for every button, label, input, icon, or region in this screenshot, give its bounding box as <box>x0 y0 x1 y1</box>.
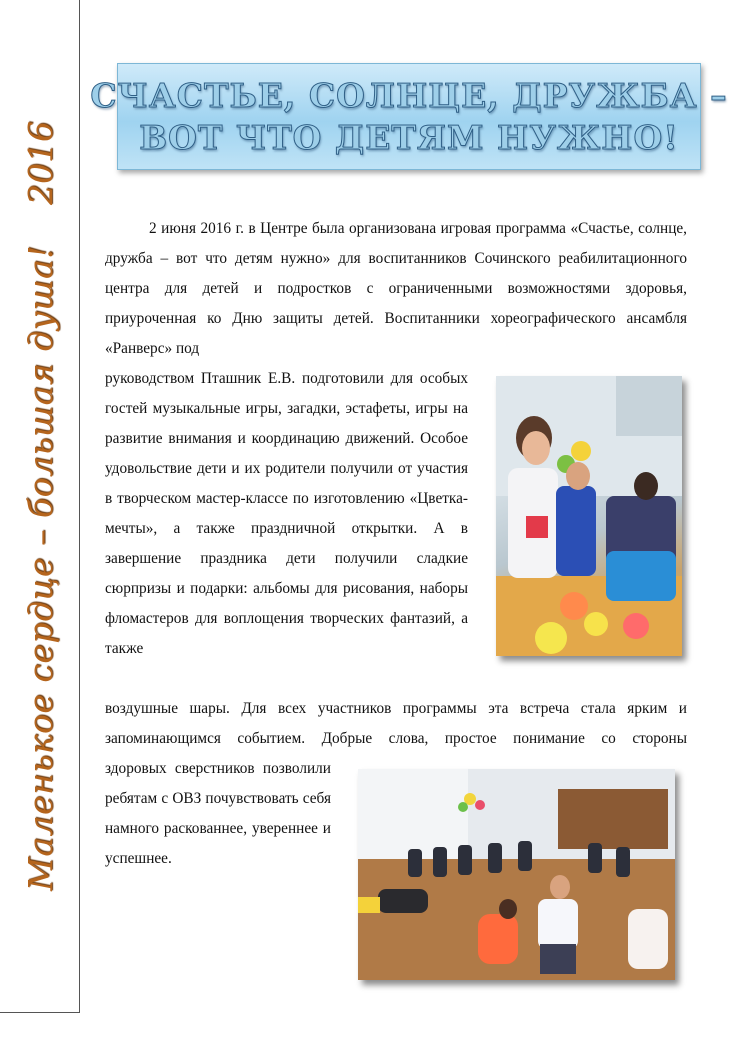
article-paragraph-2 <box>105 364 468 664</box>
article-paragraph-4 <box>105 754 331 874</box>
sidebar-slogan: Маленькое сердце – большая душа! <box>20 245 60 891</box>
title-banner <box>90 63 728 170</box>
article-text-1: 2 июня 2016 г. в Центре была организована игровая программа «Счастье, солнце, дружба – вот что детям нужно» для воспитанников Сочинского реабилитационного центра для детей и подростков с ограниченными возможностями здоровья, приуроченная ко Дню защиты детей. Воспитанники хореографического ансамбля «Ранверс» под <box>105 220 687 357</box>
sidebar <box>0 0 80 1013</box>
photo-craft-workshop <box>496 376 682 656</box>
article-text-3: воздушные шары. Для всех участников программы эта встреча стала ярким и запоминающимся событием. Добрые слова, простое понимание со стороны <box>105 700 687 747</box>
article-paragraph-1 <box>105 214 687 364</box>
sidebar-year: 2016 <box>20 121 60 206</box>
title-line-2: ВОТ ЧТО ДЕТЯМ НУЖНО! <box>139 117 679 157</box>
article-text-2: руководством Пташник Е.В. подготовили для особых гостей музыкальные игры, загадки, эстафеты, игры на развитие внимания и координацию движений. Особое удовольствие дети и их родители получили от участия в творческом мастер-классе по изготовлению «Цветка-мечты», а также праздничной открытки. А в завершение праздника дети получили сладкие сюрпризы и подарки: альбомы для рисования, наборы фломастеров для воплощения творческих фантазий, а также <box>105 370 468 657</box>
photo-craft-workshop-illustration <box>496 376 682 656</box>
article-text-4: здоровых сверстников позволили ребятам с ОВЗ почувствовать себя намного раскованнее, увереннее и успешнее. <box>105 760 331 867</box>
title-line-1: СЧАСТЬЕ, СОЛНЦЕ, ДРУЖБА – <box>90 75 728 115</box>
photo-hall-games <box>358 769 675 980</box>
photo-hall-games-illustration <box>358 769 675 980</box>
sidebar-vertical-text <box>10 6 70 1006</box>
article-paragraph-3 <box>105 694 687 754</box>
